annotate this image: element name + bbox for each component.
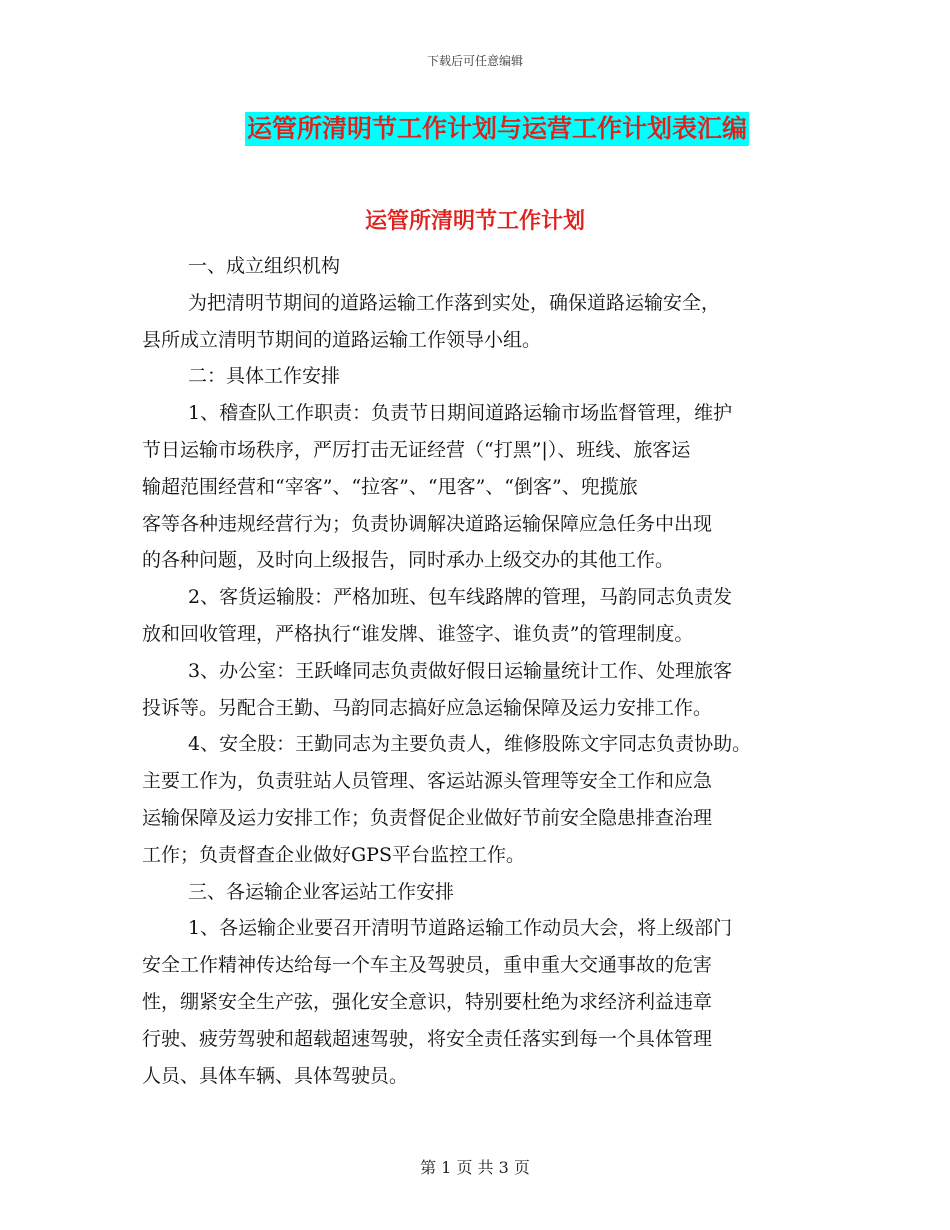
paragraph-line: 2、客货运输股：严格加班、包车线路牌的管理，马韵同志负责发 — [188, 586, 733, 609]
paragraph-line: 二：具体工作安排 — [188, 365, 341, 388]
paragraph-line: 三、各运输企业客运站工作安排 — [188, 880, 455, 903]
paragraph-line: 3、办公室：王跃峰同志负责做好假日运输量统计工作、处理旅客 — [188, 659, 733, 682]
paragraph-line: 的各种问题，及时向上级报告，同时承办上级交办的其他工作。 — [142, 549, 675, 572]
paragraph-line: 客等各种违规经营行为；负责协调解决道路运输保障应急任务中出现 — [142, 512, 713, 535]
page-header-note: 下载后可任意编辑 — [426, 54, 523, 68]
paragraph-line: 为把清明节期间的道路运输工作落到实处，确保道路运输安全， — [188, 291, 721, 314]
paragraph-line: 1、稽查队工作职责：负责节日期间道路运输市场监督管理，维护 — [188, 402, 733, 425]
section-title: 运管所清明节工作计划 — [364, 208, 585, 234]
document-body — [142, 248, 822, 1094]
page-footer: 第 1 页 共 3 页 — [420, 1158, 530, 1177]
paragraph-line: 1、各运输企业要召开清明节道路运输工作动员大会，将上级部门 — [188, 917, 733, 940]
paragraph-line: 县所成立清明节期间的道路运输工作领导小组。 — [142, 328, 542, 351]
paragraph-line: 运输保障及运力安排工作；负责督促企业做好节前安全隐患排查治理 — [142, 806, 713, 829]
paragraph-line: 一、成立组织机构 — [188, 255, 341, 277]
paragraph-line: 工作；负责督查企业做好GPS平台监控工作。 — [142, 843, 525, 866]
paragraph-line: 输超范围经营和“宰客”、“拉客”、“甩客”、“倒客”、兜揽旅 — [142, 475, 638, 498]
paragraph-line: 安全工作精神传达给每一个车主及驾驶员，重申重大交通事故的危害 — [142, 954, 713, 977]
document-title — [0, 112, 950, 146]
paragraph-line: 投诉等。另配合王勤、马韵同志搞好应急运输保障及运力安排工作。 — [142, 696, 713, 719]
paragraph-line: 性，绷紧安全生产弦，强化安全意识，特别要杜绝为求经济利益违章 — [142, 990, 713, 1013]
paragraph-line: 4、安全股：王勤同志为主要负责人，维修股陈文宇同志负责协助。 — [188, 733, 752, 756]
paragraph-line: 人员、具体车辆、具体驾驶员。 — [142, 1064, 409, 1087]
document-title-text: 运管所清明节工作计划与运营工作计划表汇编 — [245, 112, 749, 146]
paragraph-line: 节日运输市场秩序，严厉打击无证经营（“打黑”|）、班线、旅客运 — [142, 438, 691, 461]
paragraph-line: 行驶、疲劳驾驶和超载超速驾驶，将安全责任落实到每一个具体管理 — [142, 1027, 713, 1050]
paragraph-line: 主要工作为，负责驻站人员管理、客运站源头管理等安全工作和应急 — [142, 770, 713, 793]
paragraph-line: 放和回收管理，严格执行“谁发牌、谁签字、谁负责”的管理制度。 — [142, 622, 694, 645]
